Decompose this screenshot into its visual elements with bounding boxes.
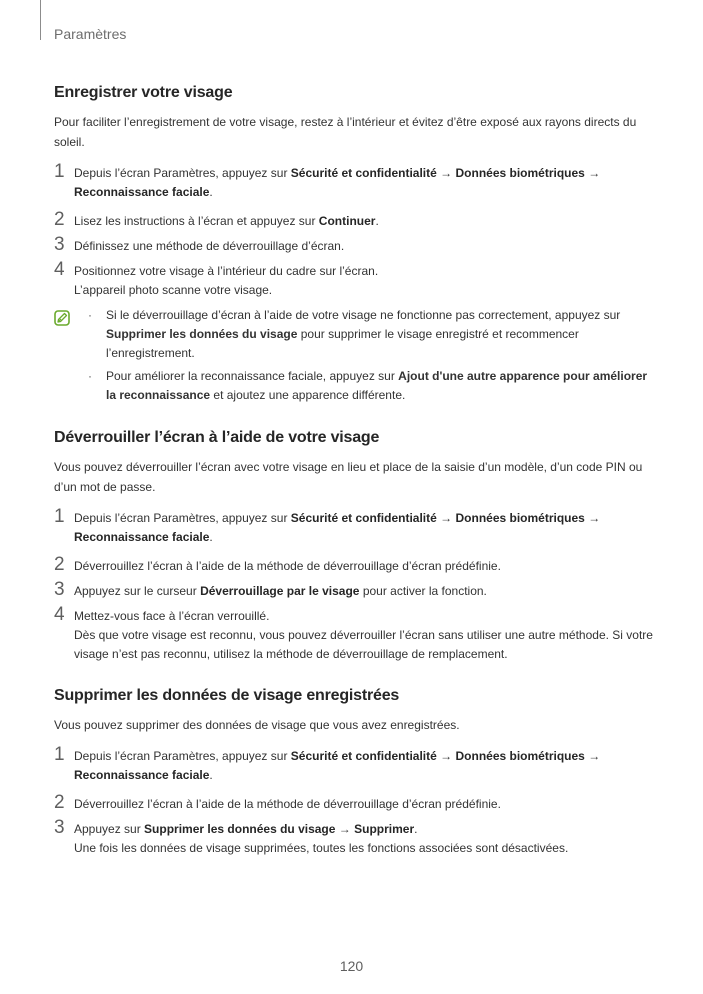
step-number: 2 (54, 792, 65, 813)
step-4: 4 Positionnez votre visage à l’intérieur du cadre sur l’écran. L’appareil photo scanne votre visage. (54, 259, 379, 297)
section-title: Supprimer les données de visage enregistrées (54, 687, 400, 704)
step-number: 4 (54, 259, 65, 280)
step-1: 1 Depuis l’écran Paramètres, appuyez sur Sécurité et confidentialité → Données biométriques → Reconnaissance faciale. (54, 506, 601, 544)
step-3: 3 Définissez une méthode de déverrouillage d’écran. (54, 234, 345, 255)
step-1: 1 Depuis l’écran Paramètres, appuyez sur Sécurité et confidentialité → Données biométriques → Reconnaissance faciale. (54, 744, 601, 782)
section-title: Déverrouiller l’écran à l’aide de votre visage (54, 429, 380, 446)
step-4: 4 Mettez-vous face à l’écran verrouillé. Dès que votre visage est reconnu, vous pouvez déverrouiller l’écran sans utiliser une autre méthode. Si votre visage n’est pas reconnu, utilisez la méthode de déverrouillage de remplacement. (54, 604, 653, 661)
step-number: 3 (54, 817, 65, 838)
delete-face-data-label: Supprimer les données du visage (144, 822, 336, 836)
delete-face-data-label: Supprimer les données du visage (106, 327, 298, 341)
step-3: 3 Appuyez sur Supprimer les données du visage → Supprimer. Une fois les données de visage supprimées, toutes les fonctions associées sont désactivées. (54, 817, 569, 855)
section-delete-face-data (54, 687, 654, 858)
header-divider (40, 0, 41, 40)
menu-path-biometrics: Données biométriques (455, 511, 585, 525)
menu-path-face-recognition: Reconnaissance faciale (74, 768, 210, 782)
step-number: 1 (54, 161, 65, 182)
step-2: 2 Déverrouillez l’écran à l’aide de la méthode de déverrouillage d’écran prédéfinie. (54, 554, 501, 575)
menu-path-face-recognition: Reconnaissance faciale (74, 530, 210, 544)
section-intro: Vous pouvez supprimer des données de visage que vous avez enregistrées. (54, 718, 460, 732)
menu-path-biometrics: Données biométriques (455, 749, 585, 763)
step-number: 2 (54, 554, 65, 575)
note-pencil-icon (54, 310, 70, 326)
step-number: 2 (54, 209, 65, 230)
step-number: 1 (54, 744, 65, 765)
menu-path-security: Sécurité et confidentialité (290, 166, 437, 180)
menu-path-security: Sécurité et confidentialité (290, 511, 437, 525)
step-number: 1 (54, 506, 65, 527)
section-intro: Pour faciliter l’enregistrement de votre visage, restez à l’intérieur et évitez d’être exposé aux rayons directs du soleil. (54, 115, 637, 149)
delete-label: Supprimer (354, 822, 415, 836)
step-number: 3 (54, 579, 65, 600)
step-2: 2 Déverrouillez l’écran à l’aide de la méthode de déverrouillage d’écran prédéfinie. (54, 792, 501, 813)
menu-path-face-recognition: Reconnaissance faciale (74, 185, 210, 199)
page-number: 120 (339, 958, 364, 974)
note-bullet: · Pour améliorer la reconnaissance faciale, appuyez sur Ajout d'une autre apparence pour améliorer la reconnaissance et ajoutez une apparence différente. (88, 369, 648, 402)
step-number: 4 (54, 604, 65, 625)
section-register-face (54, 84, 654, 409)
add-appearance-label: Ajout d'une autre apparence pour améliorer la reconnaissance (106, 369, 648, 402)
face-unlock-toggle-label: Déverrouillage par le visage (200, 584, 360, 598)
step-number: 3 (54, 234, 65, 255)
section-intro: Vous pouvez déverrouiller l’écran avec votre visage en lieu et place de la saisie d’un modèle, d’un code PIN ou d’un mot de passe. (54, 460, 643, 494)
step-3: 3 Appuyez sur le curseur Déverrouillage par le visage pour activer la fonction. (54, 579, 487, 600)
note-bullet: · Si le déverrouillage d’écran à l’aide de votre visage ne fonctionne pas correctement, appuyez sur Supprimer les données du visage pour supprimer le visage enregistré et recommencer l’enregistrement. (88, 308, 621, 360)
step-2: 2 Lisez les instructions à l’écran et appuyez sur Continuer. (54, 209, 379, 230)
note-box (54, 306, 654, 405)
section-unlock-with-face (54, 429, 654, 664)
menu-path-biometrics: Données biométriques (455, 166, 585, 180)
continue-label: Continuer (318, 214, 376, 228)
section-title: Enregistrer votre visage (54, 84, 233, 101)
menu-path-security: Sécurité et confidentialité (290, 749, 437, 763)
chapter-title: Paramètres (54, 26, 127, 42)
step-1: 1 Depuis l’écran Paramètres, appuyez sur Sécurité et confidentialité → Données biométriques → Reconnaissance faciale. (54, 161, 601, 199)
